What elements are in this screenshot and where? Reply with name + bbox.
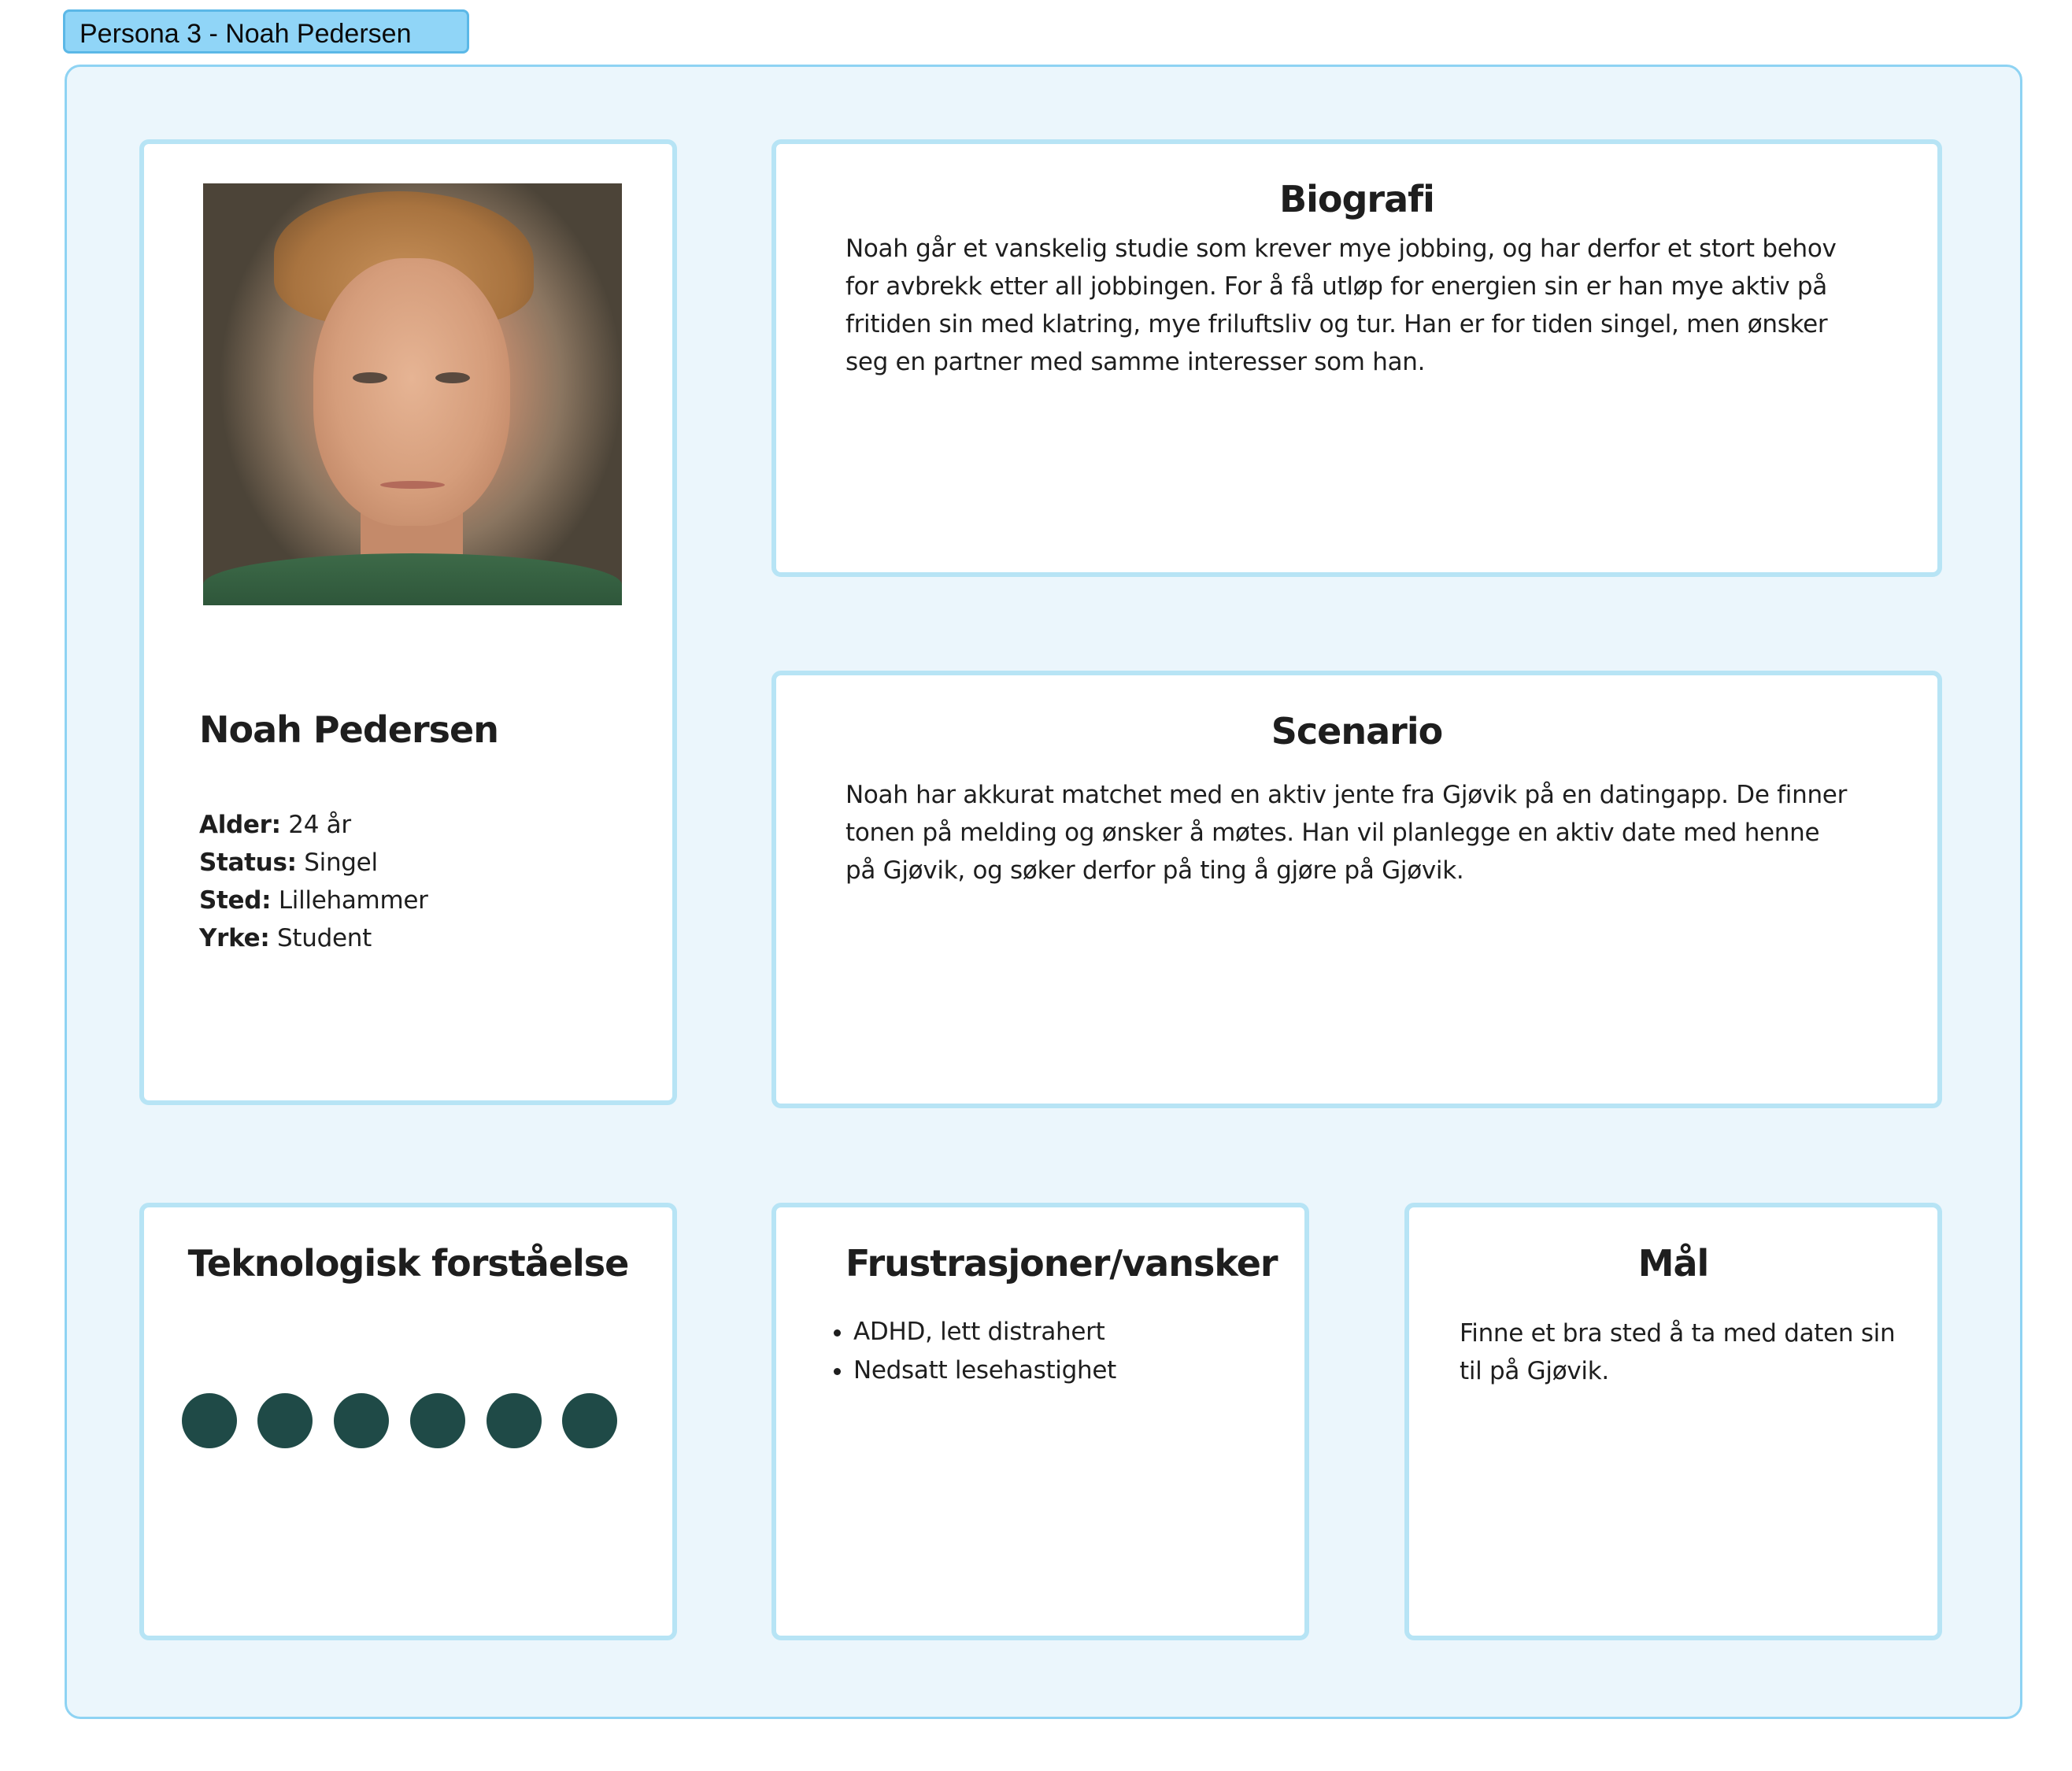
frustrations-item: • ADHD, lett distrahert	[853, 1313, 1116, 1351]
frustrations-title: Frustrasjoner/vansker	[845, 1242, 1278, 1285]
profile-field-value: Student	[277, 924, 372, 952]
profile-field-value: Singel	[304, 849, 378, 877]
biografi-text: Noah går et vanskelig studie som krever mye jobbing, og har derfor et stort behov for avbrekk etter all jobbingen. For å få utløp for energien sin er han mye aktiv på fritiden sin med klatring, mye friluftsliv og tur. Han er for tiden singel, men ønsker seg en partner med samme interesser som han.	[845, 235, 1837, 376]
profile-field-label: Yrke:	[199, 924, 270, 952]
profile-field-label: Sted:	[199, 886, 272, 915]
profile-field-age	[199, 806, 351, 844]
frustrations-list	[830, 1313, 1116, 1390]
tech-level-dot	[182, 1393, 237, 1448]
tech-level-dot	[334, 1393, 389, 1448]
tech-level-dot	[562, 1393, 617, 1448]
persona-frame-label[interactable]: Persona 3 - Noah Pedersen	[63, 9, 469, 54]
tech-level-dot	[410, 1393, 465, 1448]
scenario-text: Noah har akkurat matchet med en aktiv jente fra Gjøvik på en datingapp. De finner tonen på melding og ønsker å møtes. Han vil planlegge en aktiv date med henne på Gjøvik, og søker derfor på ting å gjøre på Gjøvik.	[845, 781, 1848, 885]
profile-photo	[203, 183, 622, 605]
goal-text: Finne et bra sted å ta med daten sin til på Gjøvik.	[1460, 1319, 1896, 1385]
profile-field-label: Status:	[199, 849, 297, 877]
tech-level-dot	[487, 1393, 542, 1448]
profile-field-label: Alder:	[199, 811, 281, 839]
scenario-title: Scenario	[1271, 710, 1443, 752]
photo-shirt	[203, 553, 622, 605]
goal-title: Mål	[1637, 1242, 1709, 1285]
biografi-title: Biografi	[1279, 178, 1434, 220]
photo-eye-left	[353, 372, 387, 383]
profile-field-place	[199, 882, 428, 919]
profile-field-occupation	[199, 919, 372, 957]
profile-field-status	[199, 844, 378, 882]
frustrations-item: • Nedsatt lesehastighet	[853, 1351, 1116, 1390]
photo-mouth	[380, 481, 445, 489]
tech-title: Teknologisk forståelse	[187, 1242, 629, 1285]
photo-eye-right	[435, 372, 470, 383]
tech-level-dot	[257, 1393, 313, 1448]
profile-field-value: 24 år	[288, 811, 351, 839]
profile-field-value: Lillehammer	[278, 886, 428, 915]
profile-name: Noah Pedersen	[199, 708, 498, 751]
